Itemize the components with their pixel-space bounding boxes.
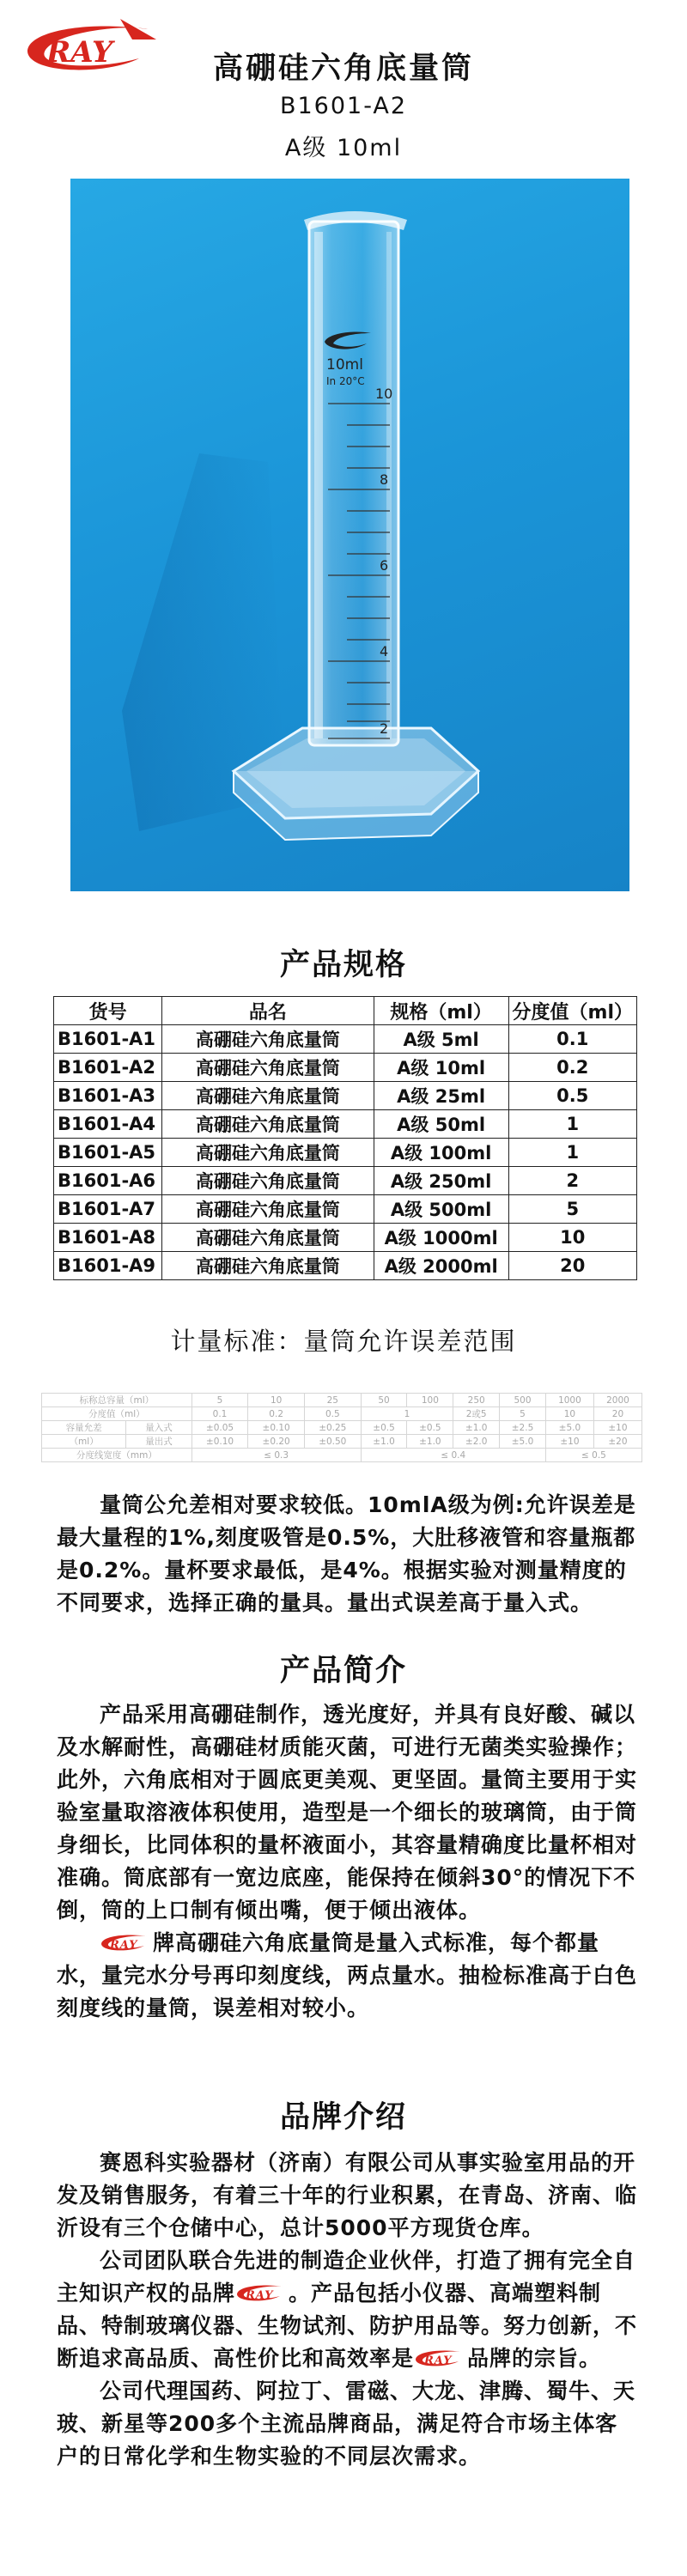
cell: ±0.50 [304,1435,361,1449]
table-row [54,1025,637,1054]
cell: 50 [361,1394,407,1407]
cell: 5 [500,1407,546,1421]
scale-mark-label: 6 [380,557,389,574]
table-header-row [54,997,637,1025]
standard-caption: 计量标准：量筒允许误差范围 [170,1327,517,1356]
spec-table [53,996,637,1280]
cell: 2000 [593,1394,641,1407]
table-row [42,1435,642,1449]
cell: 1000 [545,1394,593,1407]
table-row [42,1394,642,1407]
page-title: 高硼硅六角底量筒 [212,52,474,86]
cell: 25 [304,1394,361,1407]
table-row [54,1195,637,1224]
glass-tube [304,211,407,745]
cell: ±5.0 [500,1435,546,1449]
grade-spec: A级 10ml [284,135,403,161]
cell: 分度值（ml） [42,1407,192,1421]
cell: 量出式 [126,1435,192,1449]
column-header: 货号 [54,997,162,1025]
table-row [54,1110,637,1139]
cell: ≤ 0.3 [192,1449,361,1462]
table-row [54,1054,637,1082]
table-row [54,1252,637,1280]
cell-code: B1601-A5 [54,1139,162,1167]
paragraph-text: 。产品包括小仪器、高端塑料制品、特制玻璃仪器、生物试剂、防护用品等。努力创新，不断追求高品质、高性价比和高效率是 [57,2281,638,2371]
tolerance-table [41,1393,642,1462]
cell: ±0.10 [248,1421,305,1435]
cell: 10 [545,1407,593,1421]
column-header: 规格（ml） [374,997,508,1025]
cell-code: B1601-A9 [54,1252,162,1280]
scale-mark-label: 10 [375,386,393,402]
paragraph-text: 牌高硼硅六角底量筒是量入式标准，每个都量水，量完水分号再印刻度线，两点量水。抽检标准高于白色刻度线的量筒，误差相对较小。 [57,1930,638,2020]
cell-division: 0.5 [508,1082,636,1110]
brand-section [57,2147,637,2473]
cell: 20 [593,1407,641,1421]
cell-spec: A级 500ml [374,1195,508,1224]
cell: ±1.0 [453,1421,500,1435]
cell-name: 高硼硅六角底量筒 [162,1167,374,1195]
svg-text:RAY: RAY [110,1939,138,1952]
table-row [54,1139,637,1167]
svg-text:RAY: RAY [246,2289,274,2302]
cell: 10 [248,1394,305,1407]
cell-division: 10 [508,1224,636,1252]
cell-division: 0.1 [508,1025,636,1054]
paragraph-text: 品牌的宗旨。 [467,2346,602,2371]
cell: ±5.0 [545,1421,593,1435]
cell-division: 20 [508,1252,636,1280]
cell: 容量允差 [42,1421,126,1435]
svg-text:RAY: RAY [424,2354,453,2367]
cell-spec: A级 1000ml [374,1224,508,1252]
column-header: 分度值（ml） [508,997,636,1025]
ray-logo-inline [414,2347,467,2369]
cell: ≤ 0.5 [545,1449,641,1462]
scale-mark-label: 4 [380,643,389,659]
cell: ±0.10 [192,1435,248,1449]
paragraph-text: 公司团队联合先进的制造企业伙伴，打造了拥有完全自主知识产权的品牌 [57,2248,636,2306]
cylinder-temp-label: In 20°C [326,375,365,387]
cell-name: 高硼硅六角底量筒 [162,1110,374,1139]
cell: 量入式 [126,1421,192,1435]
cell-division: 0.2 [508,1054,636,1082]
svg-text:RAY: RAY [46,35,113,70]
cell: 标称总容量（ml） [42,1394,192,1407]
column-header: 品名 [162,997,374,1025]
paragraph: 产品采用高硼硅制作，透光度好，并具有良好酸、碱以及水解耐性，高硼硅材质能灭菌，可进行无菌类实验操作；此外，六角底相对于圆底更美观、更坚固。量筒主要用于实验室量取溶液体积使用，造型是一个细长的玻璃筒，由于筒身细长，比同体积的量杯液面小，其容量精确度比量杯相对准确。筒底部有一宽边底座，能保持在倾斜30°的情况下不倒，筒的上口制有倾出嘴，便于倾出液体。 [57,1702,638,1923]
scale-mark-label: 2 [380,720,389,737]
ray-logo-inline [100,1931,153,1953]
spec-heading: 产品规格 [279,948,407,982]
cell-name: 高硼硅六角底量筒 [162,1224,374,1252]
standard-paragraph [57,1489,637,1619]
paragraph-brand-standard [57,1927,637,2025]
product-code: B1601-A2 [279,93,408,119]
cell-name: 高硼硅六角底量筒 [162,1252,374,1280]
cell-name: 高硼硅六角底量筒 [162,1054,374,1082]
cell: ±0.5 [407,1421,453,1435]
intro-section [57,1698,637,2025]
cell: 0.2 [248,1407,305,1421]
cell-division: 2 [508,1167,636,1195]
cell-name: 高硼硅六角底量筒 [162,1139,374,1167]
cell: ±0.5 [361,1421,407,1435]
paragraph: 赛恩科实验器材（济南）有限公司从事实验室用品的开发及销售服务，有着三十年的行业积累，在青岛、济南、临沂设有三个仓储中心，总计5000平方现货仓库。 [57,2150,638,2240]
cell: ≤ 0.4 [361,1449,545,1462]
cell-spec: A级 2000ml [374,1252,508,1280]
cell-code: B1601-A3 [54,1082,162,1110]
cell: （ml） [42,1435,126,1449]
table-row [54,1224,637,1252]
cell: 2或5 [453,1407,500,1421]
cell-code: B1601-A7 [54,1195,162,1224]
cell-spec: A级 50ml [374,1110,508,1139]
cell: ±2.0 [453,1435,500,1449]
paragraph: 公司代理国药、阿拉丁、雷磁、大龙、津腾、蜀牛、天玻、新星等200多个主流品牌商品，满足符合市场主体客户的日常化学和生物实验的不同层次需求。 [57,2379,636,2469]
cylinder-volume-label: 10ml [326,356,363,374]
cell: ±20 [593,1435,641,1449]
cell-name: 高硼硅六角底量筒 [162,1082,374,1110]
cell: 1 [361,1407,453,1421]
cell-division: 1 [508,1139,636,1167]
paragraph: 量筒公允差相对要求较低。10mlA级为例:允许误差是最大量程的1%,刻度吸管是0.5%，大肚移液管和容量瓶都是0.2%。量杯要求最低，是4%。根据实验对测量精度的不同要求，选择正确的量具。量出式误差高于量入式。 [57,1492,636,1615]
cell-code: B1601-A2 [54,1054,162,1082]
cell: 分度线宽度（mm） [42,1449,192,1462]
table-row [54,1082,637,1110]
table-row [42,1407,642,1421]
cell: ±2.5 [500,1421,546,1435]
cell: 100 [407,1394,453,1407]
cell-name: 高硼硅六角底量筒 [162,1195,374,1224]
cell-division: 1 [508,1110,636,1139]
cell-name: 高硼硅六角底量筒 [162,1025,374,1054]
cell-spec: A级 100ml [374,1139,508,1167]
cell: 0.5 [304,1407,361,1421]
cell-spec: A级 10ml [374,1054,508,1082]
cell-spec: A级 5ml [374,1025,508,1054]
cell: 5 [192,1394,248,1407]
intro-heading: 产品简介 [279,1654,407,1688]
cell: 0.1 [192,1407,248,1421]
brand-heading: 品牌介绍 [279,2100,407,2135]
cell-code: B1601-A8 [54,1224,162,1252]
cell-division: 5 [508,1195,636,1224]
table-row [42,1449,642,1462]
cell: ±10 [593,1421,641,1435]
cell: ±0.05 [192,1421,248,1435]
cell-code: B1601-A6 [54,1167,162,1195]
cell: 250 [453,1394,500,1407]
ray-logo-inline [235,2281,289,2304]
paragraph-brand [57,2245,637,2375]
table-row [54,1167,637,1195]
scale-mark-label: 8 [380,471,389,488]
cell-code: B1601-A1 [54,1025,162,1054]
cell: ±1.0 [361,1435,407,1449]
cell: ±10 [545,1435,593,1449]
table-row [42,1421,642,1435]
cell: ±0.20 [248,1435,305,1449]
cell-spec: A级 250ml [374,1167,508,1195]
cell-code: B1601-A4 [54,1110,162,1139]
cell: ±1.0 [407,1435,453,1449]
cell: 500 [500,1394,546,1407]
cell: ±0.25 [304,1421,361,1435]
cell-spec: A级 25ml [374,1082,508,1110]
product-photo [70,179,629,891]
